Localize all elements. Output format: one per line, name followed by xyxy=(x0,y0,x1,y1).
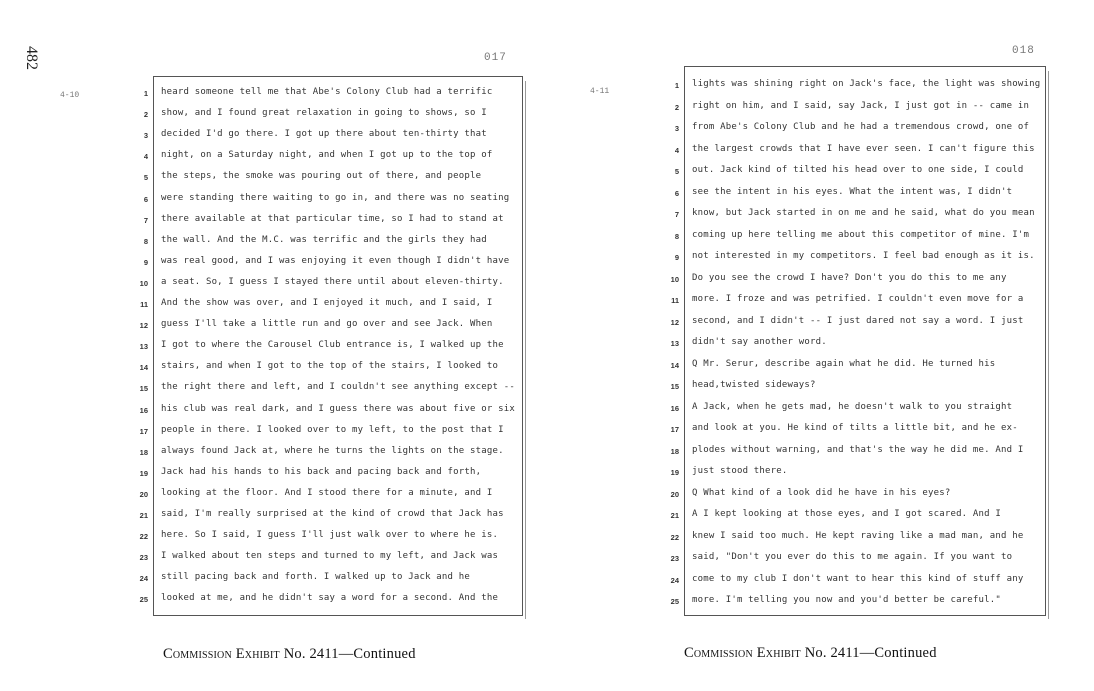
line-number: 22 xyxy=(670,532,679,542)
line-text: was real good, and I was enjoying it even though I didn't have xyxy=(161,255,510,266)
transcript-line xyxy=(674,161,1045,182)
transcript-line xyxy=(143,210,522,231)
line-number: 3 xyxy=(674,124,679,133)
line-text: just stood there. xyxy=(692,466,788,476)
transcript-line xyxy=(139,357,522,378)
line-number: 17 xyxy=(139,426,148,436)
right-transcript-page xyxy=(670,66,1046,616)
transcript-line xyxy=(139,526,522,547)
line-number: 21 xyxy=(670,511,679,520)
line-number: 1 xyxy=(143,89,148,98)
line-number: 16 xyxy=(139,405,148,415)
line-number: 24 xyxy=(139,574,148,584)
line-text: A Jack, when he gets mad, he doesn't walk to you straight xyxy=(692,401,1013,412)
line-text: I walked about ten steps and turned to my left, and Jack was xyxy=(161,551,499,562)
line-text: looked at me, and he didn't say a word for a second. And the xyxy=(161,593,499,604)
line-number: 23 xyxy=(670,554,679,563)
right-caption-rest: No. 2411—Continued xyxy=(800,645,937,661)
line-number: 25 xyxy=(670,597,679,606)
line-number: 5 xyxy=(674,167,679,176)
line-text: heard someone tell me that Abe's Colony Club had a terrific xyxy=(161,87,493,97)
line-number: 5 xyxy=(143,173,148,183)
line-number: 13 xyxy=(139,342,148,352)
transcript-line xyxy=(674,204,1045,225)
line-text: Do you see the crowd I have? Don't you do this to me any xyxy=(692,272,1007,283)
line-number: 21 xyxy=(139,511,148,520)
transcript-line xyxy=(139,315,522,336)
line-text: said, I'm really surprised at the kind of crowd that Jack has xyxy=(161,509,504,519)
transcript-line xyxy=(143,252,522,273)
line-text: out. Jack kind of tilted his head over to one side, I could xyxy=(692,165,1024,175)
transcript-line xyxy=(670,591,1045,612)
line-number: 22 xyxy=(139,532,148,542)
line-number: 12 xyxy=(139,321,148,331)
transcript-line xyxy=(670,398,1045,419)
line-number: 18 xyxy=(139,447,148,457)
line-number: 9 xyxy=(143,257,148,267)
transcript-line xyxy=(674,118,1045,139)
transcript-line xyxy=(670,333,1045,354)
transcript-line xyxy=(670,505,1045,526)
line-text: see the intent in his eyes. What the intent was, I didn't xyxy=(692,186,1013,197)
line-text: a seat. So, I guess I stayed there until about eleven-thirty. xyxy=(161,276,504,287)
right-caption xyxy=(684,645,937,662)
transcript-line xyxy=(670,419,1045,440)
line-text: the wall. And the M.C. was terrific and the girls they had xyxy=(161,234,487,245)
transcript-line xyxy=(139,547,522,568)
line-text: right on him, and I said, say Jack, I just got in -- came in xyxy=(692,100,1030,111)
line-text: were standing there waiting to go in, and there was no seating xyxy=(161,192,510,203)
transcript-line xyxy=(674,247,1045,268)
line-number: 1 xyxy=(674,81,679,90)
transcript-line xyxy=(139,568,522,589)
line-text: knew I said too much. He kept raving like a mad man, and he xyxy=(692,530,1024,541)
line-number: 7 xyxy=(674,210,679,219)
transcript-line xyxy=(139,336,522,357)
line-number: 11 xyxy=(140,300,148,309)
line-number: 24 xyxy=(670,575,679,585)
transcript-line xyxy=(674,226,1045,247)
transcript-line xyxy=(670,484,1045,505)
line-number: 18 xyxy=(670,446,679,456)
line-number: 9 xyxy=(674,253,679,262)
transcript-line xyxy=(143,104,522,125)
line-number: 6 xyxy=(674,188,679,198)
line-text: plodes without warning, and that's the way he did me. And I xyxy=(692,444,1024,455)
line-number: 14 xyxy=(670,360,679,370)
transcript-line xyxy=(139,463,522,484)
line-number: 2 xyxy=(674,102,679,112)
line-number: 4 xyxy=(143,152,148,162)
line-text: second, and I didn't -- I just dared not say a word. I just xyxy=(692,315,1024,326)
line-number: 8 xyxy=(674,231,679,241)
line-text: not interested in my competitors. I feel bad enough as it is. xyxy=(692,251,1035,261)
line-text: show, and I found great relaxation in going to shows, so I xyxy=(161,108,487,119)
line-text: Jack had his hands to his back and pacing back and forth, xyxy=(161,466,482,477)
line-number: 19 xyxy=(139,468,148,478)
right-side-mark: 4-11 xyxy=(590,87,610,96)
right-caption-prefix: Commission Exhibit xyxy=(684,645,801,661)
line-number: 23 xyxy=(139,553,148,563)
left-folio: 017 xyxy=(484,52,507,64)
line-text: night, on a Saturday night, and when I got up to the top of xyxy=(161,150,493,161)
line-text: from Abe's Colony Club and he had a tremendous crowd, one of xyxy=(692,122,1030,132)
line-number: 2 xyxy=(143,110,148,120)
transcript-line xyxy=(670,570,1045,591)
line-text: Q What kind of a look did he have in his eyes? xyxy=(692,487,951,498)
right-folio: 018 xyxy=(1012,45,1035,57)
line-text: Q Mr. Serur, describe again what he did. He turned his xyxy=(692,358,996,369)
line-text: still pacing back and forth. I walked up to Jack and he xyxy=(161,572,471,583)
transcript-line xyxy=(139,442,522,463)
transcript-line xyxy=(670,527,1045,548)
line-number: 6 xyxy=(143,194,148,204)
line-text: here. So I said, I guess I'll just walk over to where he is. xyxy=(161,530,499,541)
line-text: know, but Jack started in on me and he said, what do you mean xyxy=(692,208,1035,218)
line-text: didn't say another word. xyxy=(692,337,827,347)
transcript-line xyxy=(670,462,1045,483)
transcript-line xyxy=(143,146,522,167)
transcript-line xyxy=(674,140,1045,161)
line-number: 14 xyxy=(139,363,148,373)
line-text: the steps, the smoke was pouring out of there, and people xyxy=(161,171,482,182)
line-number: 25 xyxy=(139,595,148,605)
line-number: 16 xyxy=(670,403,679,413)
transcript-line xyxy=(143,189,522,210)
transcript-line xyxy=(670,269,1045,290)
line-number: 13 xyxy=(670,339,679,348)
line-number: 20 xyxy=(670,489,679,499)
left-caption-prefix: Commission Exhibit xyxy=(163,646,280,662)
line-number: 20 xyxy=(139,489,148,499)
line-text: the largest crowds that I have ever seen. I can't figure this xyxy=(692,143,1035,154)
line-number: 4 xyxy=(674,145,679,155)
transcript-line xyxy=(139,378,522,399)
transcript-line xyxy=(670,441,1045,462)
line-text: there available at that particular time, so I had to stand at xyxy=(161,213,504,224)
transcript-line xyxy=(670,376,1045,397)
line-number: 12 xyxy=(670,317,679,327)
line-text: stairs, and when I got to the top of the stairs, I looked to xyxy=(161,361,499,372)
transcript-line xyxy=(674,75,1045,96)
line-text: I got to where the Carousel Club entrance is, I walked up the xyxy=(161,340,504,351)
line-number: 15 xyxy=(139,384,148,394)
line-number: 17 xyxy=(670,425,679,434)
line-text: A I kept looking at those eyes, and I got scared. And I xyxy=(692,509,1002,519)
transcript-line xyxy=(670,548,1045,569)
line-number: 10 xyxy=(670,274,679,284)
transcript-line xyxy=(143,125,522,146)
transcript-line xyxy=(143,167,522,188)
line-number: 19 xyxy=(670,468,679,477)
transcript-line xyxy=(140,294,522,315)
transcript-line xyxy=(670,312,1045,333)
transcript-line xyxy=(139,484,522,505)
transcript-line xyxy=(139,589,522,610)
line-text: looking at the floor. And I stood there for a minute, and I xyxy=(161,487,493,498)
transcript-line xyxy=(143,231,522,252)
transcript-line xyxy=(674,97,1045,118)
page-number: 482 xyxy=(23,46,40,70)
line-text: And the show was over, and I enjoyed it much, and I said, I xyxy=(161,298,493,308)
transcript-line xyxy=(674,183,1045,204)
transcript-line xyxy=(670,355,1045,376)
left-side-mark: 4-10 xyxy=(60,91,80,100)
line-text: more. I'm telling you now and you'd better be careful." xyxy=(692,595,1002,605)
left-caption-rest: No. 2411—Continued xyxy=(279,646,416,662)
line-text: and look at you. He kind of tilts a little bit, and he ex- xyxy=(692,423,1018,433)
line-text: coming up here telling me about this competitor of mine. I'm xyxy=(692,229,1030,240)
line-number: 11 xyxy=(671,296,679,305)
line-text: said, "Don't you ever do this to me again. If you want to xyxy=(692,552,1013,562)
line-text: decided I'd go there. I got up there about ten-thirty that xyxy=(161,129,487,140)
transcript-line xyxy=(139,505,522,526)
line-number: 10 xyxy=(139,278,148,288)
line-text: people in there. I looked over to my left, to the post that I xyxy=(161,424,504,435)
line-text: always found Jack at, where he turns the lights on the stage. xyxy=(161,445,504,456)
line-number: 7 xyxy=(143,215,148,225)
transcript-line xyxy=(139,421,522,442)
transcript-line xyxy=(143,83,522,104)
left-caption xyxy=(163,646,416,663)
transcript-line xyxy=(671,290,1045,311)
line-text: lights was shining right on Jack's face, the light was showing xyxy=(692,79,1041,89)
line-number: 3 xyxy=(143,131,148,141)
line-text: more. I froze and was petrified. I couldn't even move for a xyxy=(692,294,1024,304)
transcript-line xyxy=(139,400,522,421)
left-transcript-page xyxy=(139,76,523,616)
line-text: come to my club I don't want to hear this kind of stuff any xyxy=(692,573,1024,584)
line-number: 8 xyxy=(143,236,148,246)
line-text: head,twisted sideways? xyxy=(692,380,816,390)
line-text: guess I'll take a little run and go over and see Jack. When xyxy=(161,319,493,330)
line-text: the right there and left, and I couldn't see anything except -- xyxy=(161,382,515,393)
line-number: 15 xyxy=(670,382,679,391)
transcript-line xyxy=(139,273,522,294)
line-text: his club was real dark, and I guess there was about five or six xyxy=(161,403,515,414)
